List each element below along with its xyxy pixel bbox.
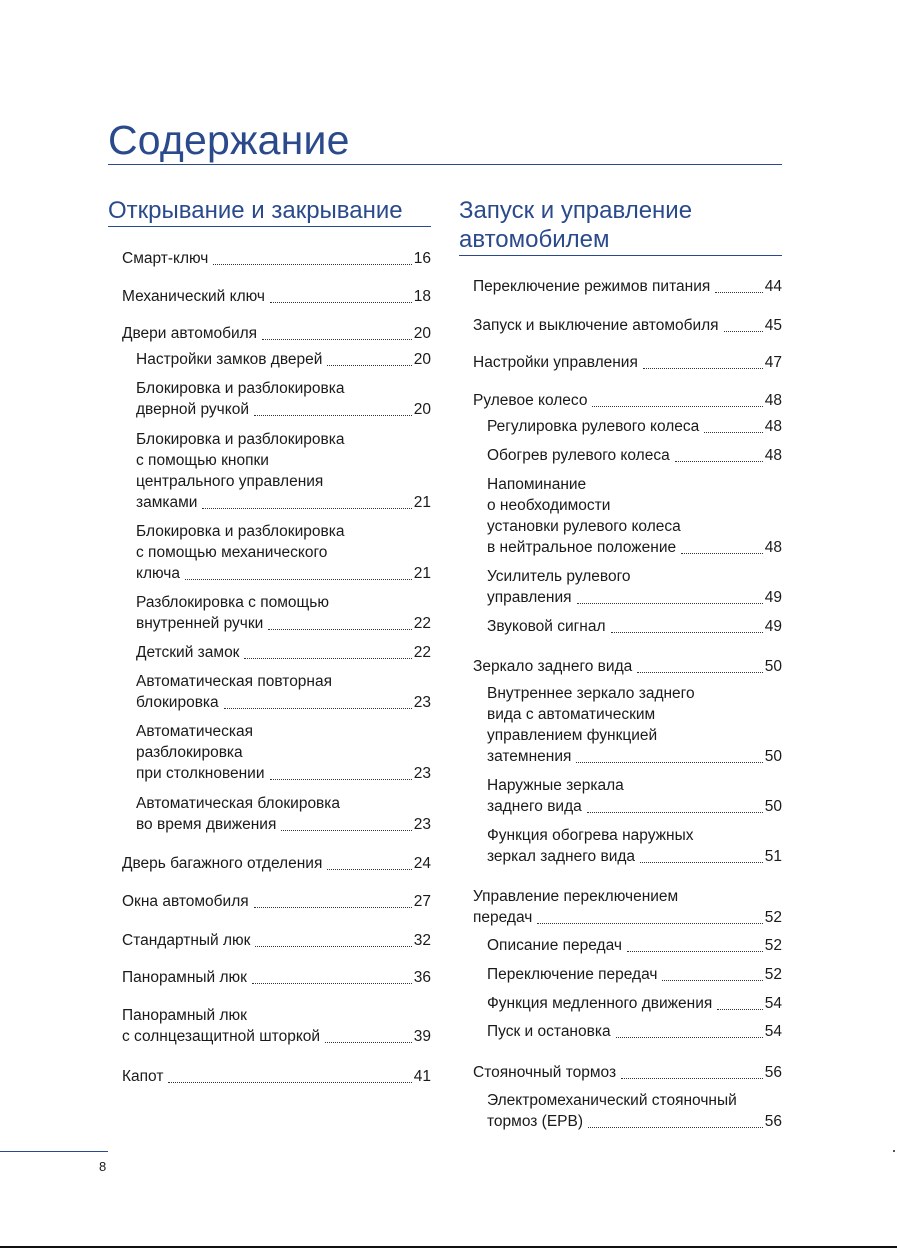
toc-entry[interactable] <box>487 566 782 608</box>
toc-entry-text: Дверь багажного отделения <box>122 855 323 872</box>
toc-entry[interactable] <box>122 853 431 874</box>
toc-entry-text: замками <box>136 494 198 511</box>
dot-leader <box>704 432 762 433</box>
toc-page-number: 48 <box>764 392 782 409</box>
footer-mark <box>893 1150 895 1152</box>
toc-entry[interactable] <box>122 1066 431 1087</box>
toc-entry-text: в нейтральное положение <box>487 539 677 556</box>
toc-entry[interactable] <box>473 656 782 677</box>
toc-entry[interactable] <box>473 886 782 928</box>
footer-divider <box>0 1151 108 1152</box>
toc-entry-text: Автоматическая повторная <box>136 673 333 690</box>
dot-leader <box>213 264 411 265</box>
toc-entry-text: дверной ручкой <box>136 401 249 418</box>
toc-page-number: 16 <box>413 250 431 267</box>
dot-leader <box>611 632 763 633</box>
dot-leader <box>537 923 762 924</box>
dot-leader <box>724 331 763 332</box>
toc-entry[interactable] <box>122 323 431 344</box>
toc-page-number: 32 <box>413 932 431 949</box>
toc-page-number: 22 <box>413 615 431 632</box>
dot-leader <box>255 946 411 947</box>
page-number: 8 <box>99 1159 107 1174</box>
dot-leader <box>616 1037 763 1038</box>
toc-entry-text: Блокировка и разблокировка <box>136 523 345 540</box>
right-heading-line: автомобилем <box>459 226 610 253</box>
toc-entry[interactable] <box>122 286 431 307</box>
toc-entry[interactable] <box>122 930 431 951</box>
dot-leader <box>715 292 763 293</box>
dot-leader <box>577 603 763 604</box>
toc-entry-text: Механический ключ <box>122 288 265 305</box>
toc-entry-text: с помощью кнопки <box>136 452 269 469</box>
dot-leader <box>587 812 763 813</box>
toc-entry-text: тормоз (EPB) <box>487 1113 584 1130</box>
toc-entry-text: установки рулевого колеса <box>487 518 681 535</box>
toc-page-number: 18 <box>413 288 431 305</box>
toc-entry-text: Двери автомобиля <box>122 325 258 342</box>
dot-leader <box>244 658 411 659</box>
dot-leader <box>252 983 412 984</box>
toc-entry[interactable] <box>487 964 782 985</box>
toc-entry-text: Разблокировка с помощью <box>136 594 329 611</box>
toc-entry[interactable] <box>487 935 782 956</box>
toc-entry-text: затемнения <box>487 748 572 765</box>
toc-entry[interactable] <box>122 891 431 912</box>
toc-entry-text: с помощью механического <box>136 544 328 561</box>
toc-entry-text: Капот <box>122 1068 164 1085</box>
toc-page-number: 52 <box>764 966 782 983</box>
dot-leader <box>675 461 763 462</box>
toc-page-number: 51 <box>764 848 782 865</box>
toc-entry-text: управления <box>487 589 572 606</box>
toc-entry-text: Внутреннее зеркало заднего <box>487 685 695 702</box>
toc-entry[interactable] <box>136 378 431 420</box>
toc-page-number: 48 <box>764 447 782 464</box>
toc-entry[interactable] <box>122 248 431 269</box>
toc-entry-text: Смарт-ключ <box>122 250 209 267</box>
toc-entry-text: ключа <box>136 565 180 582</box>
toc-entry[interactable] <box>122 967 431 988</box>
toc-page-number: 50 <box>764 798 782 815</box>
dot-leader <box>270 302 412 303</box>
dot-leader <box>643 368 763 369</box>
dot-leader <box>621 1078 763 1079</box>
dot-leader <box>588 1127 763 1128</box>
right-column-heading <box>459 196 692 254</box>
toc-entry[interactable] <box>487 1090 782 1132</box>
dot-leader <box>254 415 412 416</box>
toc-entry[interactable] <box>487 616 782 637</box>
dot-leader <box>637 672 763 673</box>
toc-entry[interactable] <box>473 315 782 336</box>
dot-leader <box>640 862 763 863</box>
toc-entry-text: Описание передач <box>487 937 622 954</box>
toc-page-number: 56 <box>764 1064 782 1081</box>
toc-entry-text: Регулировка рулевого колеса <box>487 418 700 435</box>
toc-entry[interactable] <box>487 445 782 466</box>
toc-entry-text: Звуковой сигнал <box>487 618 606 635</box>
right-column-divider <box>459 255 782 256</box>
toc-entry-text: Наружные зеркала <box>487 777 624 794</box>
toc-page-number: 20 <box>413 325 431 342</box>
dot-leader <box>202 508 411 509</box>
toc-entry[interactable] <box>487 1021 782 1042</box>
toc-entry-text: Настройки управления <box>473 354 638 371</box>
toc-page-number: 48 <box>764 418 782 435</box>
dot-leader <box>327 869 411 870</box>
toc-entry-text: Окна автомобиля <box>122 893 249 910</box>
toc-entry-text: Автоматическая <box>136 723 254 740</box>
toc-page-number: 50 <box>764 658 782 675</box>
toc-page-number: 39 <box>413 1028 431 1045</box>
toc-page-number: 21 <box>413 494 431 511</box>
toc-entry-text: Запуск и выключение автомобиля <box>473 317 719 334</box>
toc-entry[interactable] <box>487 993 782 1014</box>
dot-leader <box>592 406 762 407</box>
toc-entry-text: Автоматическая блокировка <box>136 795 341 812</box>
toc-entry[interactable] <box>473 1062 782 1083</box>
toc-entry-text: внутренней ручки <box>136 615 264 632</box>
toc-page-number: 45 <box>764 317 782 334</box>
toc-page-number: 47 <box>764 354 782 371</box>
dot-leader <box>681 553 763 554</box>
dot-leader <box>325 1042 412 1043</box>
toc-entry-text: Настройки замков дверей <box>136 351 323 368</box>
toc-entry-text: Обогрев рулевого колеса <box>487 447 670 464</box>
toc-page-number: 23 <box>413 765 431 782</box>
left-column-heading: Открывание и закрывание <box>108 197 403 224</box>
toc-page-number: 50 <box>764 748 782 765</box>
toc-entry[interactable] <box>136 793 431 835</box>
toc-entry-text: Электромеханический стояночный <box>487 1092 737 1109</box>
toc-entry-text: Рулевое колесо <box>473 392 588 409</box>
toc-entry-text: Напоминание <box>487 476 587 493</box>
toc-entry-text: Стандартный люк <box>122 932 251 949</box>
toc-entry-text: управлением функцией <box>487 727 658 744</box>
toc-entry[interactable] <box>136 349 431 370</box>
dot-leader <box>224 708 412 709</box>
toc-entry[interactable] <box>487 775 782 817</box>
toc-page-number: 52 <box>764 909 782 926</box>
toc-entry-text: при столкновении <box>136 765 265 782</box>
toc-entry-text: Стояночный тормоз <box>473 1064 617 1081</box>
dot-leader <box>268 629 411 630</box>
toc-page-number: 23 <box>413 816 431 833</box>
dot-leader <box>281 830 411 831</box>
toc-entry[interactable] <box>487 416 782 437</box>
toc-entry-text: Блокировка и разблокировка <box>136 380 345 397</box>
toc-entry-text: центрального управления <box>136 473 324 490</box>
toc-entry-text: Переключение режимов питания <box>473 278 711 295</box>
toc-entry[interactable] <box>487 474 782 558</box>
toc-entry-text: во время движения <box>136 816 277 833</box>
toc-entry[interactable] <box>487 825 782 867</box>
toc-page-number: 36 <box>413 969 431 986</box>
toc-page-number: 20 <box>413 401 431 418</box>
toc-entry-text: Переключение передач <box>487 966 658 983</box>
toc-entry-text: зеркал заднего вида <box>487 848 636 865</box>
toc-page-number: 27 <box>413 893 431 910</box>
toc-entry[interactable] <box>487 683 782 767</box>
toc-entry[interactable] <box>136 521 431 584</box>
toc-entry-text: Функция медленного движения <box>487 995 713 1012</box>
toc-page-number: 22 <box>413 644 431 661</box>
toc-entry-text: Усилитель рулевого <box>487 568 631 585</box>
page-title: Содержание <box>108 117 350 163</box>
toc-entry-text: разблокировка <box>136 744 243 761</box>
toc-entry[interactable] <box>122 1005 431 1047</box>
toc-entry-text: Пуск и остановка <box>487 1023 611 1040</box>
toc-entry-text: заднего вида <box>487 798 582 815</box>
toc-entry[interactable] <box>136 721 431 784</box>
toc-page-number: 48 <box>764 539 782 556</box>
toc-entry-text: передач <box>473 909 533 926</box>
toc-page-number: 23 <box>413 694 431 711</box>
toc-page-number: 20 <box>413 351 431 368</box>
toc-entry-text: Зеркало заднего вида <box>473 658 633 675</box>
dot-leader <box>717 1009 762 1010</box>
toc-entry-text: Функция обогрева наружных <box>487 827 694 844</box>
toc-entry[interactable] <box>473 276 782 297</box>
toc-page-number: 49 <box>764 618 782 635</box>
toc-page-number: 41 <box>413 1068 431 1085</box>
toc-page-number: 52 <box>764 937 782 954</box>
toc-entry-text: с солнцезащитной шторкой <box>122 1028 321 1045</box>
dot-leader <box>662 980 762 981</box>
toc-entry[interactable] <box>136 592 431 634</box>
toc-entry-text: вида с автоматическим <box>487 706 656 723</box>
toc-entry-text: Панорамный люк <box>122 969 247 986</box>
title-divider <box>108 164 782 165</box>
toc-entry[interactable] <box>136 429 431 513</box>
dot-leader <box>262 339 412 340</box>
dot-leader <box>254 907 412 908</box>
toc-entry-text: блокировка <box>136 694 219 711</box>
toc-entry-text: о необходимости <box>487 497 611 514</box>
dot-leader <box>185 579 412 580</box>
toc-page-number: 49 <box>764 589 782 606</box>
toc-page-number: 56 <box>764 1113 782 1130</box>
toc-page-number: 21 <box>413 565 431 582</box>
toc-entry[interactable] <box>473 390 782 411</box>
toc-entry-text: Панорамный люк <box>122 1007 247 1024</box>
dot-leader <box>627 951 763 952</box>
dot-leader <box>168 1082 411 1083</box>
dot-leader <box>576 762 762 763</box>
toc-page-number: 24 <box>413 855 431 872</box>
dot-leader <box>327 365 411 366</box>
right-heading-line: Запуск и управление <box>459 197 693 224</box>
toc-entry[interactable] <box>136 642 431 663</box>
toc-page-number: 54 <box>764 1023 782 1040</box>
dot-leader <box>270 779 412 780</box>
toc-entry[interactable] <box>136 671 431 713</box>
toc-entry-text: Детский замок <box>136 644 240 661</box>
left-column-divider <box>108 226 431 227</box>
toc-entry-text: Блокировка и разблокировка <box>136 431 345 448</box>
toc-page-number: 54 <box>764 995 782 1012</box>
toc-entry-text: Управление переключением <box>473 888 679 905</box>
toc-entry[interactable] <box>473 352 782 373</box>
toc-page-number: 44 <box>764 278 782 295</box>
